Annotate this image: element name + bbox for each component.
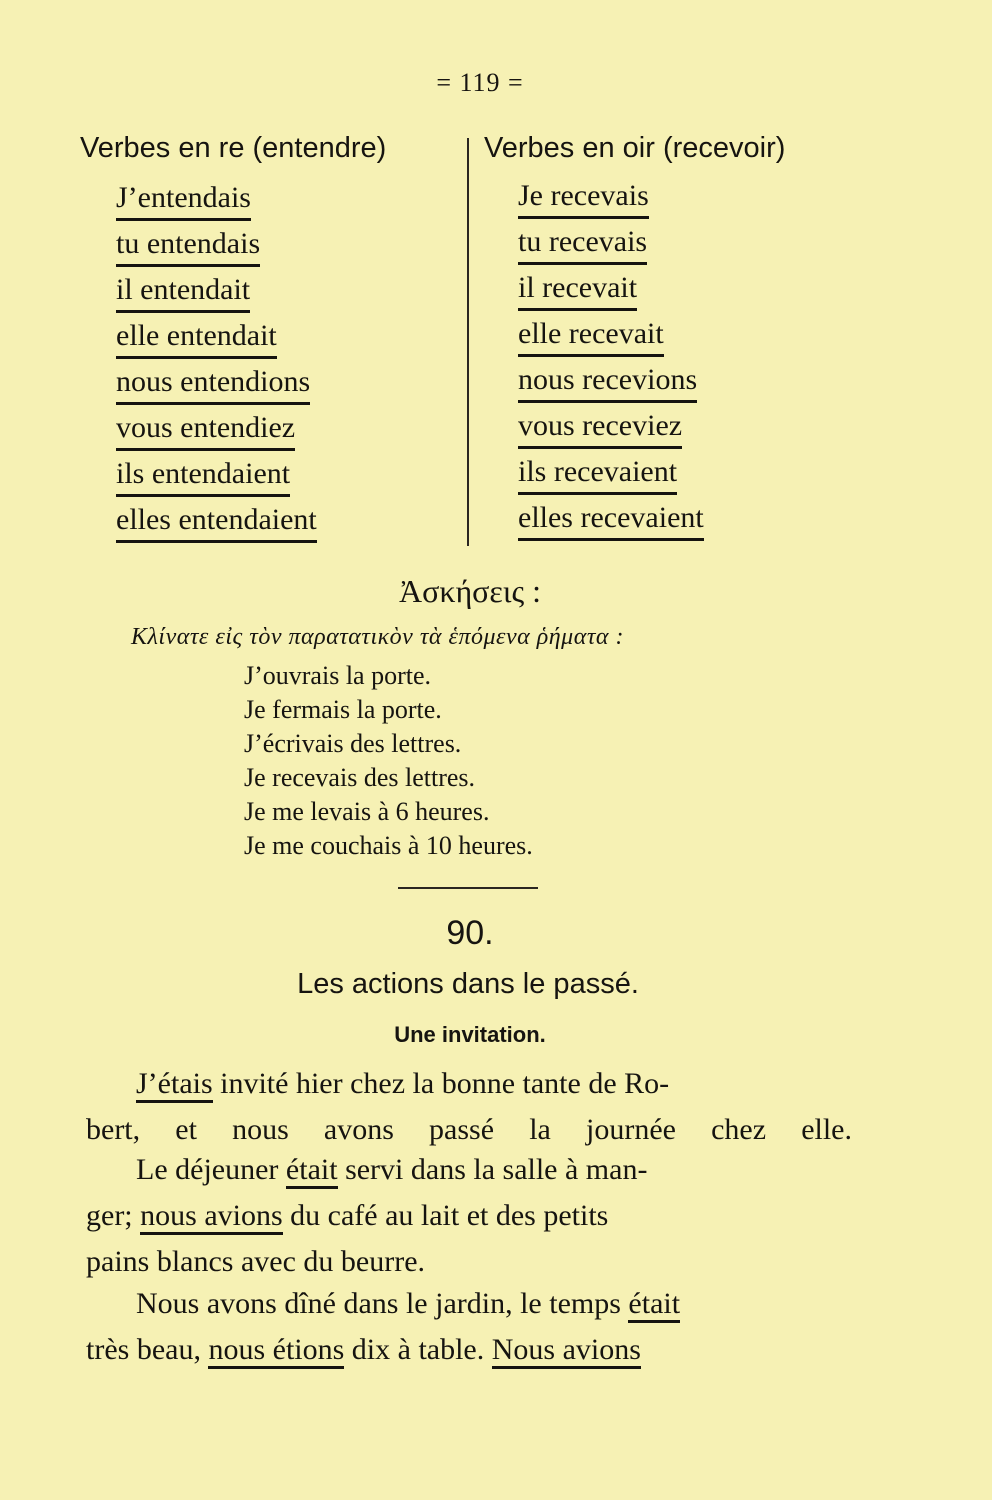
conjugation-form: il entendait bbox=[116, 272, 250, 313]
text-run: servi dans la salle à man- bbox=[337, 1153, 648, 1186]
lesson-title: Les actions dans le passé. bbox=[297, 968, 639, 1000]
column-divider bbox=[467, 138, 469, 546]
underlined-verb: Nous avions bbox=[492, 1333, 641, 1369]
page-number: = 119 = bbox=[436, 68, 524, 97]
conjugation-form: ils entendaient bbox=[116, 456, 290, 497]
text-run: invité hier chez la bonne tante de Ro- bbox=[212, 1067, 670, 1100]
conjugation-form: nous entendions bbox=[116, 364, 310, 405]
conjugation-form: ils recevaient bbox=[518, 454, 677, 495]
conjugation-form: vous entendiez bbox=[116, 410, 295, 451]
underlined-verb: nous étions bbox=[208, 1333, 344, 1369]
paragraph-line: pains blancs avec du beurre. bbox=[86, 1245, 426, 1278]
exercise-sentence: Je me couchais à 10 heures. bbox=[244, 831, 533, 860]
text-run: ger; bbox=[86, 1199, 141, 1232]
paragraph-line bbox=[86, 1330, 852, 1370]
conjugation-form: elles entendaient bbox=[116, 502, 317, 543]
text-run: du café au lait et des petits bbox=[282, 1199, 609, 1232]
conjugation-form: elle entendait bbox=[116, 318, 277, 359]
conjugation-form: J’entendais bbox=[116, 180, 251, 221]
section-divider bbox=[398, 887, 538, 889]
paragraph-line bbox=[136, 1064, 852, 1104]
lesson-subtitle: Une invitation. bbox=[394, 1022, 546, 1047]
conjugation-form: tu recevais bbox=[518, 224, 647, 265]
right-column-heading: Verbes en oir (recevoir) bbox=[484, 132, 786, 164]
lesson-number: 90. bbox=[446, 914, 494, 952]
text-run: très beau, bbox=[86, 1333, 209, 1366]
conjugation-form: vous receviez bbox=[518, 408, 682, 449]
conjugation-form: elle recevait bbox=[518, 316, 664, 357]
underlined-verb: était bbox=[628, 1287, 680, 1323]
exercise-sentence: Je fermais la porte. bbox=[244, 695, 442, 724]
exercises-heading: Ἀσκήσεις : bbox=[398, 573, 542, 609]
conjugation-form: elles recevaient bbox=[518, 500, 704, 541]
conjugation-form: il recevait bbox=[518, 270, 637, 311]
text-run: Le déjeuner bbox=[136, 1153, 286, 1186]
exercise-sentence: Je recevais des lettres. bbox=[244, 763, 476, 792]
conjugation-form: Je recevais bbox=[518, 178, 649, 219]
paragraph-line bbox=[136, 1284, 852, 1324]
exercise-sentence: J’écrivais des lettres. bbox=[244, 729, 462, 758]
left-column-heading: Verbes en re (entendre) bbox=[80, 132, 387, 164]
exercises-instruction: Κλίνατε εἰς τὸν παρατατικὸν τὰ ἑπόμενα ῥήματα : bbox=[131, 624, 624, 650]
conjugation-form: nous recevions bbox=[518, 362, 697, 403]
paragraph-line: bert, et nous avons passé la journée chez elle. bbox=[86, 1113, 852, 1146]
paragraph-line bbox=[86, 1196, 852, 1236]
exercise-sentence: Je me levais à 6 heures. bbox=[244, 797, 490, 826]
underlined-verb: J’étais bbox=[136, 1067, 213, 1103]
conjugation-form: tu entendais bbox=[116, 226, 260, 267]
paragraph-line bbox=[136, 1150, 852, 1190]
text-run: Nous avons dîné dans le jardin, le temps bbox=[136, 1287, 629, 1320]
underlined-verb: était bbox=[286, 1153, 338, 1189]
text-run: dix à table. bbox=[344, 1333, 492, 1366]
underlined-verb: nous avions bbox=[140, 1199, 283, 1235]
exercise-sentence: J’ouvrais la porte. bbox=[244, 661, 432, 690]
